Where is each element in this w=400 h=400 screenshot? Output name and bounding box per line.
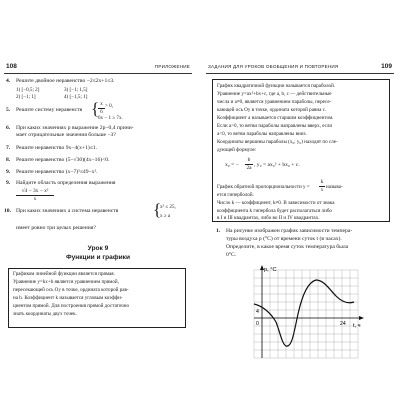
rule-line: a<0, то ветви параболы направлены вниз. <box>217 131 307 137</box>
rule-line: ется гиперболой. <box>217 192 254 198</box>
rule-line: знать координаты двух точек. <box>13 311 77 317</box>
inequality: > 0, <box>105 103 113 109</box>
numerator: x <box>100 101 103 107</box>
answer-option: 2) [−1; 1] <box>16 94 36 100</box>
fraction <box>16 188 54 202</box>
item-text: Найдите область определения выражения <box>16 180 116 186</box>
rule-line: на b. Коэффициент k называется угловым коэффи- <box>13 295 123 301</box>
item-number: 9. <box>6 169 11 175</box>
answer-option: 1) [−0,5; 2] <box>16 87 40 93</box>
item-number: 10. <box>4 208 11 214</box>
rule-line: дующей формуле: <box>217 147 257 153</box>
rule-line: График обратной пропорциональности y = <box>217 184 310 190</box>
item-text: Решите неравенство (x−7)²≤49−x². <box>16 169 98 175</box>
temperature-graph <box>240 262 370 362</box>
item-text: имеет ровно три целых решения? <box>16 225 96 231</box>
rule-line: Коэффициент a называется старшим коэффициентом. <box>217 115 334 121</box>
rule-box <box>8 268 186 328</box>
origin-label: 0 <box>256 321 259 327</box>
item-text: туры воздуха p (°C) от времени суток t (в часах). <box>226 236 342 242</box>
item-text: мает отрицательные значения больше −3? <box>16 132 116 138</box>
item-text: Определите, в какое время суток температура была <box>226 244 349 250</box>
formula-part: x₀ = − <box>225 162 239 168</box>
item-number: 5. <box>6 107 11 113</box>
item-number: 8. <box>6 157 11 163</box>
inequality: 6x − 1 ≥ 7x. <box>98 115 123 121</box>
item-text: На рисунке изображен график зависимости темпера- <box>226 228 353 234</box>
rule-line: циентом прямой. Для построения прямой достаточно <box>13 303 130 309</box>
temperature-curve <box>254 280 354 346</box>
rule-box <box>212 79 390 222</box>
rule-line: Если a>0, то ветви параболы направлены вверх, если <box>217 123 333 129</box>
item-text: Решите неравенство 9x−4(x+1)≤1. <box>16 145 97 151</box>
system-brace: { <box>153 200 162 219</box>
item-text: При каких значениях a система неравенств <box>16 208 119 214</box>
numerator: √4 − 3x − x² <box>21 188 49 194</box>
rule-line: Координаты вершины параболы (x₀; y₀) находят по сле- <box>217 139 338 145</box>
fraction <box>245 157 253 171</box>
lesson-subtitle: Функции и графики <box>65 254 131 261</box>
fraction <box>319 179 325 193</box>
left-page <box>4 62 192 368</box>
numerator: k <box>320 179 324 185</box>
item-number: 1. <box>216 228 221 234</box>
answer-option: 3) [−1; 1,5] <box>64 87 88 93</box>
item-text: Решите двойное неравенство −2≤2x+1≤3. <box>16 78 115 84</box>
left-page-header <box>4 62 192 74</box>
denominator: x <box>33 196 37 202</box>
x-axis-label: t, ч <box>353 323 361 329</box>
inequality: x² ≤ 25, <box>160 204 176 210</box>
denominator: 2a <box>246 165 252 171</box>
inequality: x ≥ a <box>160 213 171 219</box>
rule-line: кающей ось Oy в точке, ордината которой равна c. <box>217 107 327 113</box>
denominator: x <box>320 187 324 193</box>
running-head: ПРИЛОЖЕНИЕ <box>154 64 190 69</box>
lesson-title: Урок 9 <box>87 245 109 252</box>
rule-line: коэффициента k гипербола будет располагаться либо <box>217 208 332 214</box>
numerator: b <box>247 157 251 163</box>
item-number: 6. <box>6 125 11 131</box>
x-tick-label: 24 <box>340 321 346 327</box>
system-brace: { <box>91 99 100 118</box>
right-page-header <box>206 62 394 74</box>
fraction <box>98 101 105 115</box>
running-head: ЗАДАНИЯ ДЛЯ УРОКОВ ОБОБЩЕНИЯ И ПОВТОРЕНИЯ <box>208 64 339 69</box>
item-number: 9. <box>6 180 11 186</box>
answer-option: 4) [−1,5; 1] <box>64 94 88 100</box>
item-text: Решите систему неравенств <box>16 107 83 113</box>
item-number: 4. <box>6 78 11 84</box>
right-page <box>206 62 394 368</box>
y-tick-label: 4 <box>256 309 259 315</box>
rule-line: Уравнение y=ax²+bx+c, где a, b, c — действительные <box>217 91 332 97</box>
page-number: 109 <box>381 63 392 70</box>
x-axis-arrow <box>359 316 364 320</box>
denominator: 6 <box>100 109 103 115</box>
item-text: При каких значениях p выражение 2p−0,4 прини- <box>16 125 134 131</box>
rule-line: Число k — коэффициент, k≠0. В зависимости от знака <box>217 200 335 206</box>
item-number: 7. <box>6 145 11 151</box>
y-axis-label: p, °C <box>264 267 277 273</box>
item-text: 0°C. <box>226 252 237 258</box>
formula-part: , y₀ = ax₀² + bx₀ + c. <box>254 162 300 168</box>
rule-line: в I и III квадрантах, либо во II и IV квадрантах. <box>217 215 320 221</box>
rule-line: числа и a≠0, является уравнением параболы, пересе- <box>217 99 332 105</box>
rule-line: График квадратичной функции называется параболой. <box>217 83 336 89</box>
rule-line: называ- <box>326 184 343 190</box>
page-number: 108 <box>6 63 17 70</box>
rule-line: Графиком линейной функции является прямая. <box>13 271 115 277</box>
rule-line: пересекающей ось Oy в точке, ордината которой рав- <box>13 287 129 293</box>
rule-line: Уравнение y=kx+b является уравнением прямой, <box>13 279 119 285</box>
item-text: Решите неравенство (5−√30)(4x−16)<0. <box>16 157 110 163</box>
